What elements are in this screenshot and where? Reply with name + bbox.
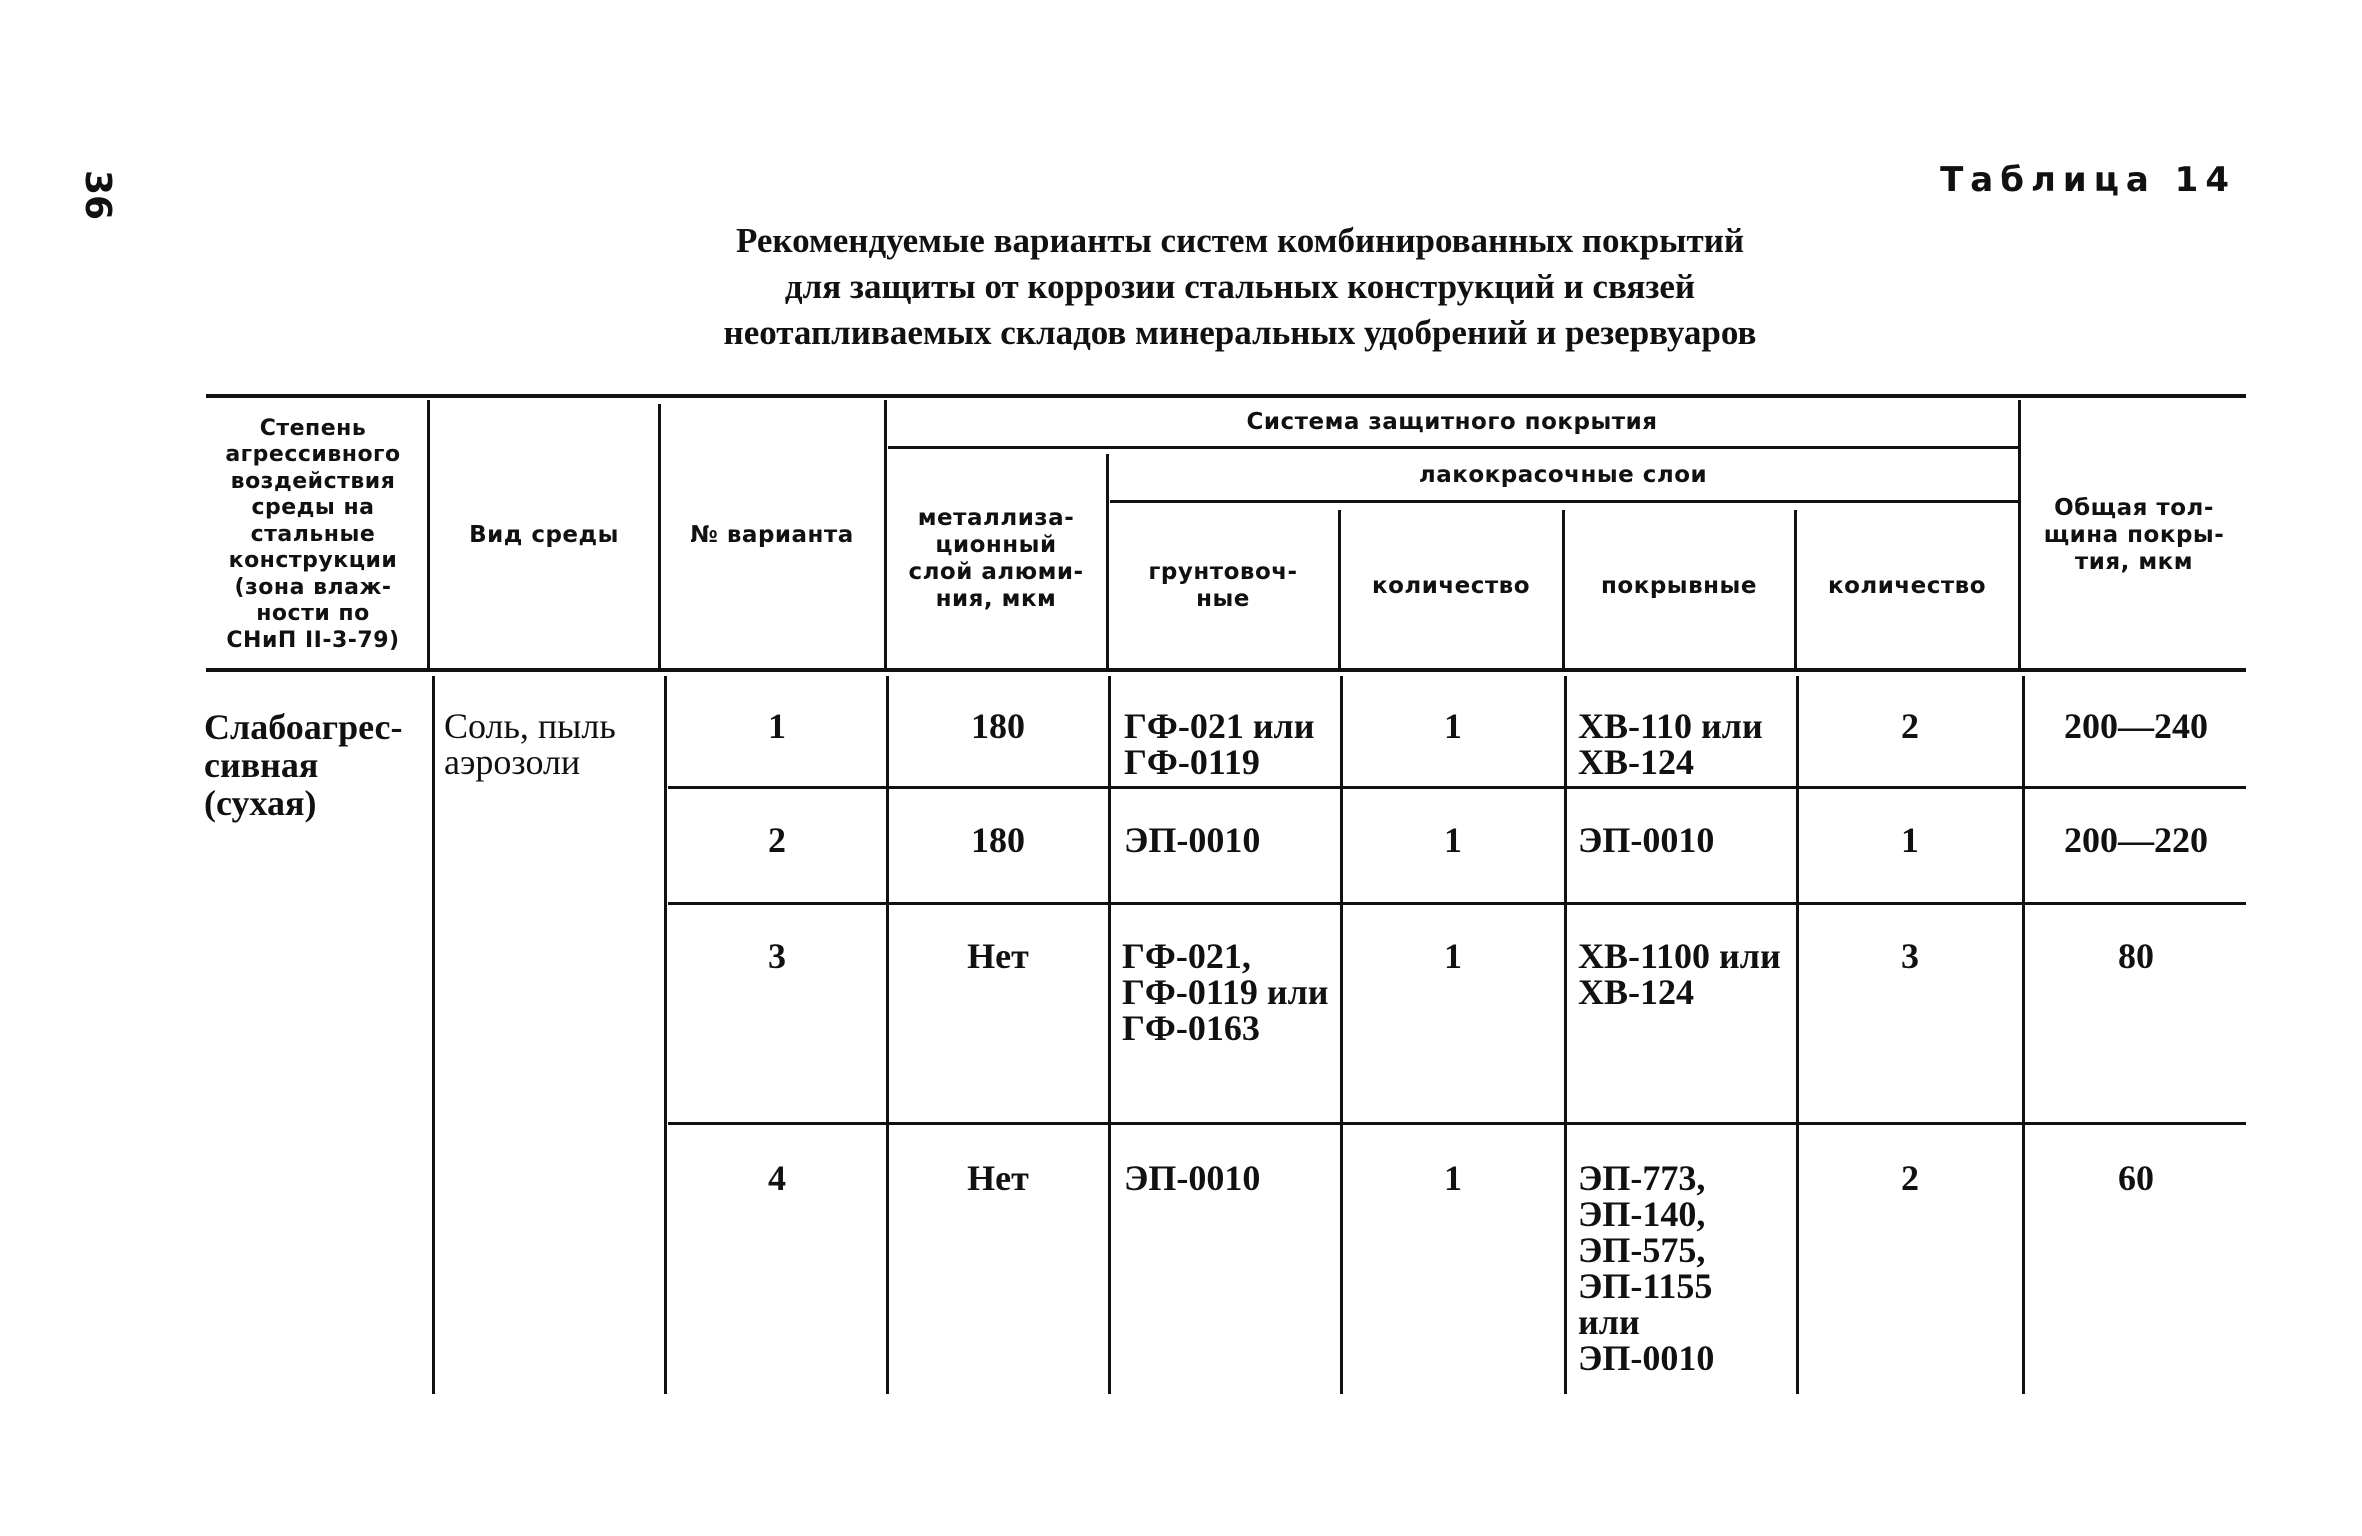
- top-qty-cell: 2: [1901, 708, 1919, 746]
- table-title: [540, 218, 1940, 356]
- col-line-4: [1106, 454, 1109, 668]
- variant-cell: 2: [768, 822, 786, 860]
- header-primer: грунтовоч- ные: [1148, 559, 1298, 612]
- top-cell: ЭП-773, ЭП-140, ЭП-575, ЭП-1155 или ЭП-0010: [1578, 1160, 1715, 1378]
- env-cell: Соль, пыль аэрозоли: [444, 708, 616, 782]
- header-degree: Степень агрессивного воздействия среды на стальные конструкции (зона влаж- ности по СНиП II-3-79): [225, 415, 401, 653]
- primer-cell: ГФ-021 или ГФ-0119: [1124, 708, 1315, 782]
- variant-cell: 1: [768, 708, 786, 746]
- primer-qty-cell: 1: [1444, 1160, 1462, 1198]
- top-qty-cell: 2: [1901, 1160, 1919, 1198]
- primer-cell: ЭП-0010: [1124, 1160, 1261, 1198]
- col-line-3: [884, 400, 887, 668]
- header-system: Система защитного покрытия: [1246, 408, 1658, 435]
- total-cell: 80: [2118, 938, 2154, 976]
- page-number: 36: [77, 170, 118, 221]
- title-line-3: неотапливаемых складов минеральных удобрений и резервуаров: [723, 313, 1757, 352]
- variant-cell: 4: [768, 1160, 786, 1198]
- metal-cell: 180: [971, 822, 1025, 860]
- primer-cell: ЭП-0010: [1124, 822, 1261, 860]
- total-cell: 200—240: [2064, 708, 2208, 746]
- top-qty-cell: 3: [1901, 938, 1919, 976]
- primer-qty-cell: 1: [1444, 938, 1462, 976]
- header-top: покрывные: [1601, 572, 1757, 599]
- paint-header-rule: [1110, 500, 2018, 503]
- col-line-7: [1794, 510, 1797, 668]
- primer-qty-cell: 1: [1444, 708, 1462, 746]
- total-cell: 200—220: [2064, 822, 2208, 860]
- top-qty-cell: 1: [1901, 822, 1919, 860]
- header-total: Общая тол- щина покры- тия, мкм: [2043, 494, 2225, 575]
- metal-cell: 180: [971, 708, 1025, 746]
- table-top-rule: [206, 394, 2246, 398]
- header-metal: металлиза- ционный слой алюми- ния, мкм: [908, 505, 1084, 612]
- col-line-8: [2018, 400, 2021, 668]
- top-cell: ХВ-110 или ХВ-124: [1578, 708, 1763, 782]
- top-cell: ЭП-0010: [1578, 822, 1715, 860]
- header-top-qty: количество: [1827, 572, 1987, 599]
- row-separator-1: [668, 786, 2246, 789]
- variant-cell: 3: [768, 938, 786, 976]
- total-cell: 60: [2118, 1160, 2154, 1198]
- title-line-2: для защиты от коррозии стальных конструкций и связей: [784, 267, 1696, 306]
- header-variant: № варианта: [690, 521, 854, 548]
- col-line-2: [658, 404, 661, 668]
- metal-cell: Нет: [967, 938, 1029, 976]
- row-separator-2: [668, 902, 2246, 905]
- body-col-line-5: [1340, 676, 1343, 1394]
- primer-cell: ГФ-021, ГФ-0119 или ГФ-0163: [1122, 938, 1329, 1048]
- title-line-1: Рекомендуемые варианты систем комбинированных покрытий: [735, 221, 1745, 260]
- metal-cell: Нет: [967, 1160, 1029, 1198]
- col-line-1: [427, 400, 430, 668]
- header-bottom-rule: [206, 668, 2246, 672]
- header-primer-qty: количество: [1371, 572, 1531, 599]
- body-col-line-7: [1796, 676, 1799, 1394]
- body-col-line-3: [886, 676, 889, 1394]
- header-paint-layers: лакокрасочные слои: [1418, 461, 1708, 488]
- degree-cell: Слабоагрес- сивная (сухая): [204, 708, 403, 823]
- body-col-line-8: [2022, 676, 2025, 1394]
- col-line-5: [1338, 510, 1341, 668]
- top-cell: ХВ-1100 или ХВ-124: [1578, 938, 1781, 1012]
- body-col-line-2: [664, 676, 667, 1394]
- row-separator-3: [668, 1122, 2246, 1125]
- body-col-line-4: [1108, 676, 1111, 1394]
- primer-qty-cell: 1: [1444, 822, 1462, 860]
- table-label: Таблица 14: [1940, 160, 2236, 200]
- header-env: Вид среды: [469, 521, 619, 548]
- body-col-line-1: [432, 676, 435, 1394]
- body-col-line-6: [1564, 676, 1567, 1394]
- system-header-rule: [888, 446, 2018, 449]
- col-line-6: [1562, 510, 1565, 668]
